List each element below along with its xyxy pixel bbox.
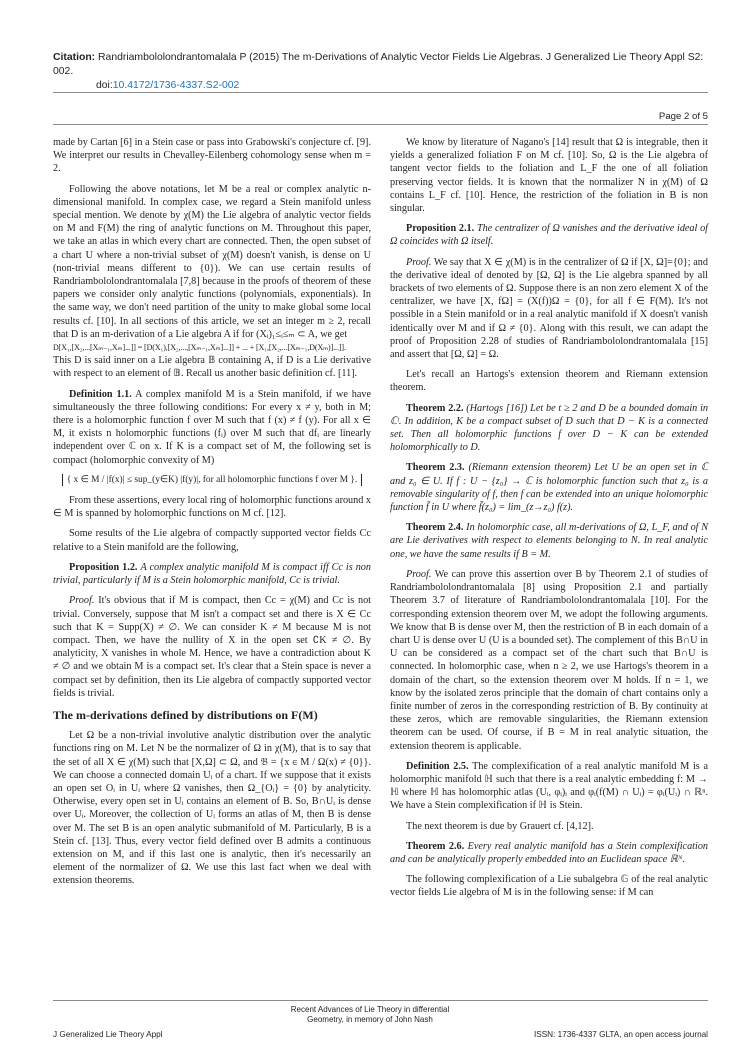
- proof-label: Proof.: [69, 595, 95, 607]
- paragraph: Let Ω be a non-trivial involutive analytic distribution over the analytic functions ring on M. Let N be the normalizer of Ω in χ(M), that is to say that the set of all X ∈ χ(M) such that [X,Ω] ⊂ Ω, and 𝔅 = {x ∈ M / Ω(x) ≠ {0}}. We can choose a connected domain Uᵢ of a chart. If we suppose that it exists an open set Oᵢ in Uᵢ where Ω vanishes, then Ω_{Oᵢ} = {0} by analyticity. Otherwise, every open set in Uᵢ contains an element of B. So, B∩Uᵢ is dense over Uᵢ. Moreover, the collection of Uᵢ forms an atlas of M, then B is dense over M. The set B is an open analytic submanifold of M. Particularly, B is a Stein cf. [13]. Thus, every vector field defined over B admits a continuous extension on M, and if this last one is analytic, then it's necessarily an element of the normalizer of Ω. We use this last fact when we deal with extension theorems.: [53, 730, 371, 887]
- theorem-2-4: [390, 521, 708, 561]
- theorem-2-2: [390, 402, 708, 455]
- theorem-label: Theorem 2.2.: [406, 402, 464, 414]
- paragraph: From these assertions, every local ring of holomorphic functions around x ∈ M is spanned by holomorphic functions on M cf. [12].: [53, 495, 371, 520]
- proof-1-2: [53, 594, 371, 700]
- citation-block: [53, 51, 713, 93]
- footer-rule: [53, 1000, 708, 1001]
- paragraph: The next theorem is due by Grauert cf. [4,12].: [406, 820, 594, 832]
- theorem-text: In holomorphic case, all m-derivations of Ω, L_F, and of N are Lie derivatives with respect to elements belonging to N. In real analytic one, we have the same results if B = M.: [390, 522, 709, 560]
- definition-2-5: [390, 760, 708, 813]
- proposition-1-2: [53, 561, 371, 587]
- proof-text: We can prove this assertion over B by Theorem 2.1 of studies of Randriambololondrantomalala [8] using Proposition 2.1 and partially Theorem 3.7 of literature of Randriambololondrantomalala [10]. For the corresponding extension theorem over M, we adopt the following arguments. We know that B is dense over M, then the restriction of B in each domain of a chart U is dense over U (U is a bounded set). The complement of this B∩U in U can be considered as a compact set of the chart such that B∩U is connected. In holomorphic case, when n ≥ 2, we use Hartogs's theorem in a domain of the chart, so the extension theorem over M holds. If n = 1, we know by the isolated zeros principle that the domain of chart contains only a finite number of zeros in the corresponding restriction of B. By continuity at these zeros, which are removable singularities, the Riemann extension theorem can be used. Of course, if B = M in real analytic situation, the extension theorem is applicable.: [390, 568, 708, 752]
- definition-1-1: [53, 388, 371, 467]
- definition-label: Definition 2.5.: [406, 760, 469, 772]
- theorem-label: Theorem 2.4.: [406, 522, 464, 534]
- doi-prefix: doi:: [96, 80, 113, 91]
- header-rule-lower: [53, 124, 708, 125]
- footer-issue: Recent Advances of Lie Theory in differential Geometry, in memory of John Nash: [290, 1005, 450, 1024]
- theorem-2-6: [390, 840, 708, 866]
- page-number: Page 2 of 5: [658, 111, 708, 122]
- formula: D[X₁,[X₂,...[Xₘ₋₁,Xₘ]...]] = [D(X₁),[X₂,...,[Xₘ₋₁,Xₘ]...]] + ... + [X₁,[X₂,...[Xₘ₋₁,D(Xₘ)]...]].: [53, 343, 346, 353]
- theorem-text: Every real analytic manifold has a Stein complexification and can be analytically properly embedded into an Euclidean space ℝᴺ.: [390, 840, 709, 865]
- paragraph: Let's recall an Hartogs's extension theorem and Riemann extension theorem.: [390, 369, 708, 394]
- citation-text: Randriambololondrantomalala P (2015) The m-Derivations of Analytic Vector Fields Lie Algebras. J Generalized Lie Theory Appl S2: 002.: [53, 52, 704, 77]
- footer-journal: J Generalized Lie Theory Appl: [53, 1030, 163, 1039]
- proposition-label: Proposition 1.2.: [69, 561, 138, 573]
- proof-text: It's obvious that if M is compact, then Cc = χ(M) and Cc is not trivial. Conversely, suppose that M isn't a compact set and there is X ∈ Cc such that K = Supp(X) ≠ ∅. We can consider K ≠ M because M is not compact. Then, we have the nullity of X in the open set ∁K ≠ ∅. By analyticity, X vanishes in whole M. Hence, we have a contradiction about K ≠ ∅ and we obtain M is a compact set. It's clear that a Stein space is never a compact set by definition, then its Lie algebra of compactly supported vector fields is trivial.: [53, 595, 372, 699]
- left-column: [53, 136, 371, 895]
- theorem-text: (Hartogs [16]) Let be t ≥ 2 and D be a bounded domain in ℂᵗ. In addition, K be a compact subset of D such that D − K is a connected set. Then all holomorphic functions f over D − K can be extended holomorphically to D.: [390, 402, 708, 454]
- proof-2-1: [390, 256, 708, 362]
- paragraph: This D is said inner on a Lie algebra 𝔹 containing A, if D is a Lie derivative with respect to an element of 𝔹. Recall us another basic definition cf. [11].: [53, 355, 371, 380]
- proposition-2-1: [390, 222, 708, 248]
- citation-label: Citation:: [53, 52, 96, 63]
- header-rule: [53, 92, 708, 93]
- right-column: [390, 136, 708, 907]
- paragraph: made by Cartan [6] in a Stein case or pass into Grabowski's conjecture cf. [9]. We interpret our results in Chevalley-Eilenberg cohomology sense when m = 2.: [53, 137, 371, 175]
- proposition-label: Proposition 2.1.: [406, 223, 475, 235]
- paragraph: The following complexification of a Lie subalgebra 𝔾 of the real analytic vector fields Lie algebra of M is in the following sense: if M can: [390, 874, 708, 899]
- theorem-text: (Riemann extension theorem) Let U be an open set in ℂ and z₀ ∈ U. If f : U − {z₀} → ℂ is holomorphic function such that z₀ is a removable singularity of f, then f can be extended into an unique holomorphic function f̄ in U where f̄(z₀) = lim_(z→z₀) f(z).: [390, 462, 708, 514]
- proof-2-4: [390, 568, 708, 753]
- proposition-text: A complex analytic manifold M is compact iff Cc is non trivial, particularly if M is a Stein holomorphic manifold, Cc is trivial.: [53, 561, 371, 587]
- footer-issn: ISSN: 1736-4337 GLTA, an open access journal: [533, 1030, 708, 1039]
- theorem-2-3: [390, 461, 708, 514]
- theorem-label: Theorem 2.3.: [406, 462, 465, 474]
- proposition-text: The centralizer of Ω vanishes and the derivative ideal of Ω coincides with Ω itself.: [390, 223, 709, 248]
- section-heading: The m-derivations defined by distributions on F(M): [53, 707, 318, 722]
- doi-link[interactable]: 10.4172/1736-4337.S2-002: [112, 80, 240, 91]
- definition-text: A complex manifold M is a Stein manifold, if we have simultaneously the three following conditions: For every x ≠ y, both in M; there is a holomorphic function f over M such that f (x) ≠ f (y). For all x ∈ M, it exists n holomorphic functions (fᵢ) over M such that dfᵢ are linearly independent over ℂ on x. If K is a compact set of M, the following set is compact (holomorphic convexity of M): [53, 388, 371, 466]
- definition-text: The complexification of a real analytic manifold M is a holomorphic manifold ℍ such that there is a real analytic embedding f: M → ℍ where ℍ has holomorphic atlas (Uᵢ, φᵢ)ᵢ and φᵢ(f(M) ∩ Uᵢ) = φᵢ(Uᵢ) ∩ ℝⁿ. We have a Stein complexification if ℍ is Stein.: [390, 760, 708, 812]
- proof-label: Proof.: [406, 568, 432, 580]
- definition-label: Definition 1.1.: [69, 388, 132, 400]
- paragraph: We know by literature of Nagano's [14] result that Ω is integrable, then it yields a generalized foliation F on M cf. [10]. So, Ω is the Lie algebra of tangent vector fields to the foliation and L_F the one of all foliation preserving vector fields. It is known that the normalizer N in χ(M) of Ω contains L_F cf. [10]. Hence, the restriction of the foliation in B is non singular.: [390, 137, 708, 215]
- paragraph: Some results of the Lie algebra of compactly supported vector fields Cc relative to a Stein manifold are the following,: [53, 528, 371, 553]
- proof-label: Proof.: [406, 256, 432, 268]
- paragraph: Following the above notations, let M be a real or complex analytic n-dimensional manifold. In complex case, we regard a Stein manifold unless special mention. We denote by χ(M) the Lie algebra of analytic vector fields on M and F(M) the ring of analytic functions on M. Throughout this paper, we take an atlas in which every chart are connected. Then, the open subset of a chart U where a non-trivial subset of χ(M) doesn't vanish, is dense on U (non-trivial means different to {0}). We can use certain results of Randriambololondrantomalala [7,8] because in the proofs of theorem of these papers we consider only analytic functions (polynomials, exponentials). In the same way, we don't need partition of the unity to make global some local results cf. [10]. In all sections of this article, we set an integer m ≥ 2, recall that D is an m-derivation of a Lie algebra A if for (Xᵢ)₁≤ᵢ≤ₘ ⊂ A, we get: [53, 183, 371, 340]
- proof-text: We say that X ∈ χ(M) is in the centralizer of Ω if [X, Ω]={0}; and the derivative ideal of denoted by [Ω, Ω] is the Lie algebra spanned by all brackets of two elements of Ω. Suppose there is an non zero element X of the centralizer, we have [X, fΩ] = (X(f))Ω = {0}, for all f ∈ F(M). It's not possible in a Stein manifold or in a real analytic manifold if X doesn't vanish identically over M and if Ω ≠ {0}. Along with this result, we can adapt the proof of Proposition 2.28 of studies of Randriambololondrantomalala [15] and assert that [Ω, Ω] = Ω.: [390, 256, 708, 361]
- theorem-label: Theorem 2.6.: [406, 840, 465, 852]
- set-formula: { x ∈ M / |f(x)| ≤ sup_(y∈K) |f(y)|, for all holomorphic functions f over M }.: [53, 474, 371, 487]
